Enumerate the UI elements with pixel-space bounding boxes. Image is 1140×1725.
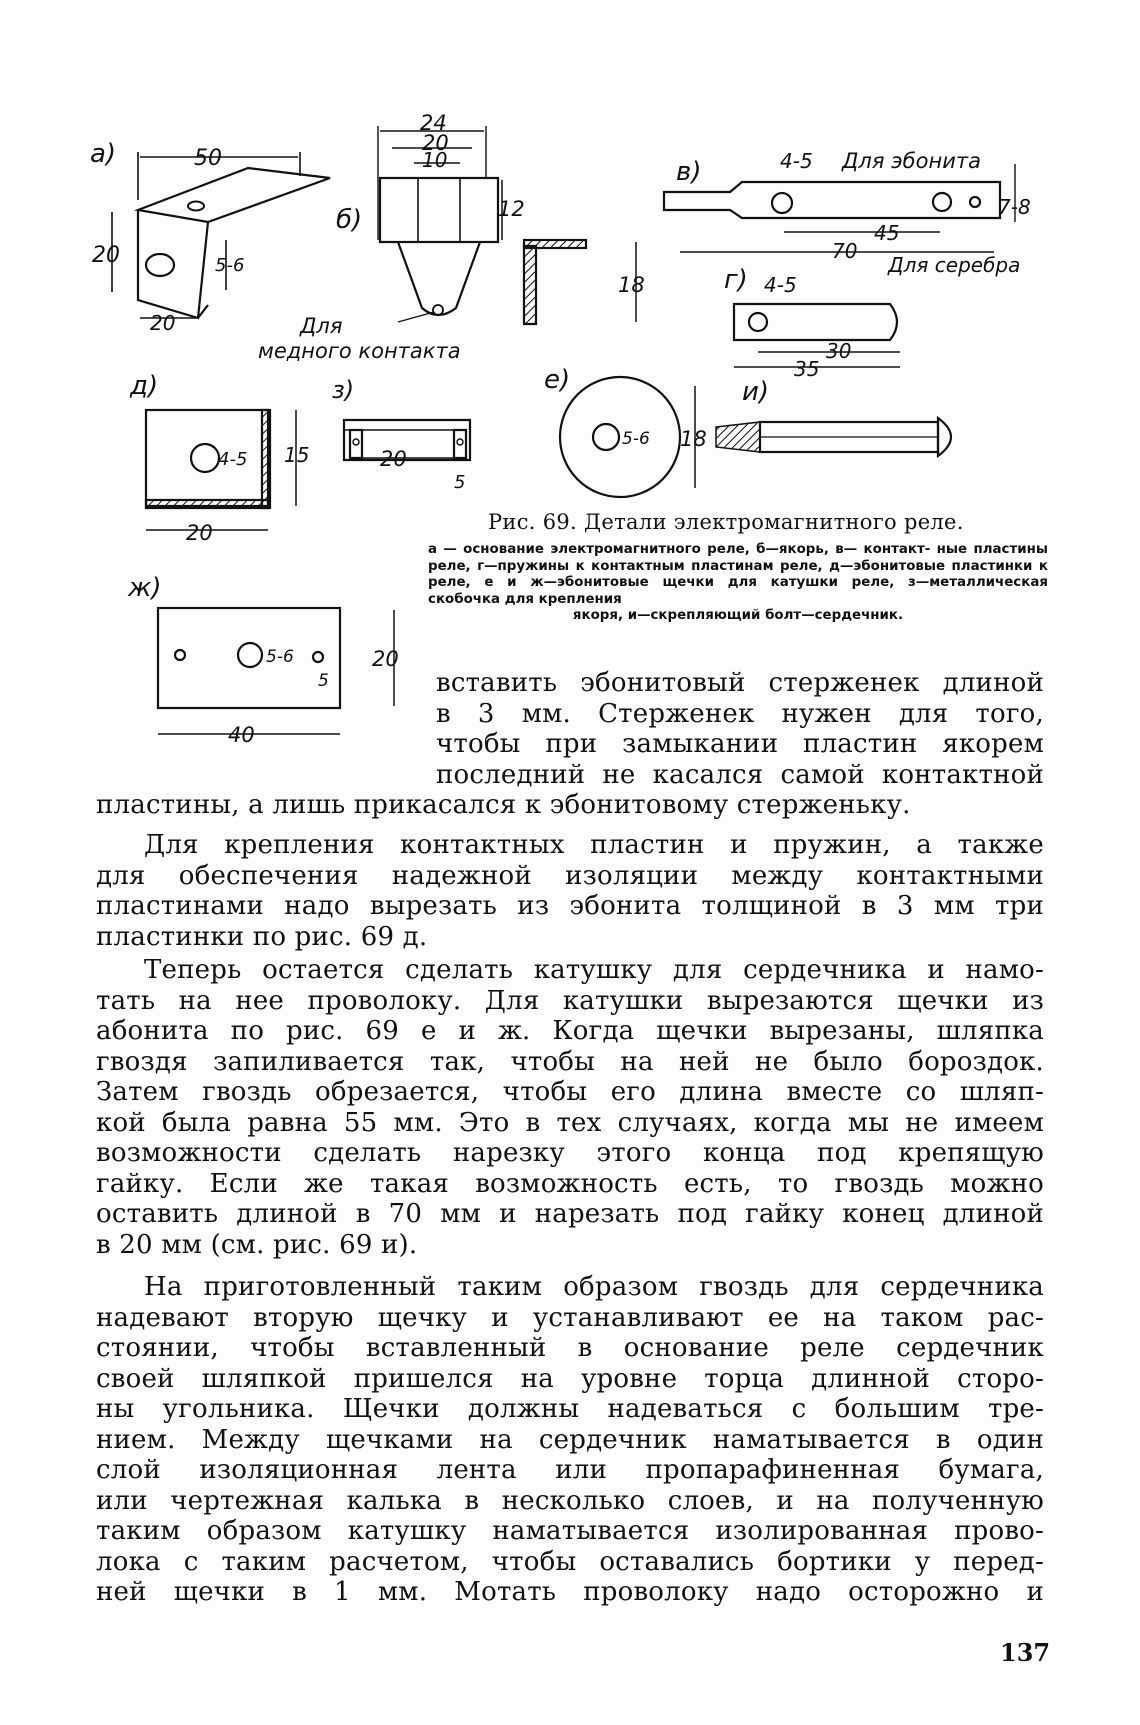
note-v-silver: Для серебра <box>888 253 1021 277</box>
text-line: пластинки по рис. 69 д. <box>96 921 428 952</box>
dim-b-10: 10 <box>422 148 448 172</box>
dim-zh-56: 5-6 <box>266 647 294 667</box>
text-line: пластинами надо вырезать из эбонита толщиной в 3 мм три <box>96 891 1044 921</box>
dim-zh-20: 20 <box>372 647 399 671</box>
figure-caption-title: Рис. 69. Детали электромагнитного реле. <box>488 510 964 534</box>
dim-v-45: 45 <box>874 221 900 245</box>
text-line: ны угольника. Щечки должны надеваться с большим тре- <box>96 1394 1044 1424</box>
paragraph-3 <box>96 955 1044 1260</box>
dim-z-20: 20 <box>380 447 407 471</box>
part-e-cheek <box>544 365 707 497</box>
label-z: з) <box>332 376 355 404</box>
dim-a-50: 50 <box>194 146 222 171</box>
text-line: своей шляпкой пришелся на уровне торца длинной сторо- <box>96 1363 1044 1394</box>
page-number: 137 <box>1000 1638 1051 1667</box>
dim-v-78: 7-8 <box>998 195 1031 219</box>
caption-line: ные пластины реле, г—пружины к контактным пластинам реле, <box>428 542 1048 574</box>
dim-e-18: 18 <box>680 427 707 451</box>
text-line: лока с таким расчетом, чтобы оставались бортики у перед- <box>96 1546 1044 1577</box>
text-line: надевают вторую щечку и устанавливают ее на таком рас- <box>96 1302 1044 1333</box>
part-zh-cheek <box>127 573 399 747</box>
text-line: тать на нее проволоку. Для катушки вырезаются щечки из <box>96 985 1044 1016</box>
part-i-bolt <box>716 377 951 456</box>
note-b-2: медного контакта <box>258 339 461 363</box>
dim-z-5: 5 <box>454 472 466 493</box>
dim-v-70: 70 <box>832 239 858 263</box>
paragraph-1-wrap <box>436 668 1044 790</box>
text-line: пластины, а лишь прикасался к эбонитовому стерженьку. <box>96 790 911 820</box>
paragraph-2 <box>96 830 1044 952</box>
text-line: таким образом катушку наматывается изолированная прово- <box>96 1516 1044 1546</box>
text-line: последний не касался самой контактной <box>436 759 1044 790</box>
part-b-armature <box>258 111 645 363</box>
part-a-base <box>90 139 330 335</box>
figure-69-relay-parts <box>0 0 1140 760</box>
text-line: гайку. Если же такая возможность есть, то гвоздь можно <box>96 1168 1044 1199</box>
caption-line: а — основание электромагнитного реле, б—якорь, в— контакт- <box>428 542 931 557</box>
caption-line: для катушки реле, з—металлическая скобочка для крепления <box>428 575 1048 607</box>
label-e: е) <box>544 365 571 395</box>
text-line: Теперь остается сделать катушку для сердечника и намо- <box>144 955 1044 985</box>
dim-zh-5: 5 <box>318 671 329 691</box>
text-line: или чертежная калька в несколько слоев, и на полученную <box>96 1485 1044 1516</box>
text-line: Затем гвоздь обрезается, чтобы его длина вместе со шляп- <box>96 1077 1044 1107</box>
text-line: оставить длиной в 70 мм и нарезать под гайку конец длиной <box>96 1199 1044 1229</box>
dim-b-24: 24 <box>420 111 447 135</box>
label-i: и) <box>742 377 770 407</box>
dim-g-35: 35 <box>794 357 820 381</box>
label-b: б) <box>336 205 363 235</box>
part-g-spring <box>724 265 900 381</box>
figure-caption-body <box>428 542 1048 625</box>
dim-a-56: 5-6 <box>215 255 245 276</box>
label-g: г) <box>724 265 748 295</box>
text-line: в 20 мм (см. рис. 69 и). <box>96 1229 418 1260</box>
text-line: в 3 мм. Стерженек нужен для того, <box>436 698 1044 729</box>
dim-a-20v: 20 <box>92 243 120 268</box>
text-line: чтобы при замыкании пластин якорем <box>436 729 1044 759</box>
text-line: стоянии, чтобы вставленный в основание реле сердечник <box>96 1333 1044 1363</box>
dim-a-20h: 20 <box>150 311 176 335</box>
text-line: возможности сделать нарезку этого конца под крепящую <box>96 1138 1044 1168</box>
caption-line: якоря, и—скрепляющий болт—сердечник. <box>572 608 904 623</box>
paragraph-4 <box>96 1272 1044 1608</box>
text-line: нием. Между щечками на сердечник наматывается в один <box>96 1424 1044 1455</box>
text-line: гвоздя запиливается так, чтобы на ней не было бороздок. <box>96 1046 1044 1077</box>
dim-e-56: 5-6 <box>622 429 650 449</box>
dim-g-30: 30 <box>826 339 852 363</box>
dim-zh-40: 40 <box>228 723 255 747</box>
label-a: а) <box>90 139 117 169</box>
dim-b-18: 18 <box>618 273 645 297</box>
note-v-ebonit: Для эбонита <box>842 149 981 173</box>
dim-d-45: 4-5 <box>218 449 248 470</box>
note-b-1: Для <box>300 314 343 338</box>
text-line: ней щечки в 1 мм. Мотать проволоку надо осторожно и <box>96 1577 1044 1607</box>
text-line: кой была равна 55 мм. Это в тех случаях, когда мы не имеем <box>96 1107 1044 1138</box>
part-d-ebonite-plate <box>129 371 309 545</box>
caption-line: д—эбонитовые пластинки к реле, е и ж—эбонитовые щечки <box>428 558 1049 590</box>
label-zh: ж) <box>128 573 162 603</box>
dim-d-15: 15 <box>284 443 310 467</box>
text-line: вставить эбонитовый стерженек длиной <box>436 668 1044 698</box>
paragraph-1-end <box>96 790 1044 821</box>
label-d: д) <box>130 371 159 401</box>
text-line: слой изоляционная лента или пропарафиненная бумага, <box>96 1455 1044 1485</box>
dim-v-45a: 4-5 <box>780 149 813 173</box>
dim-d-20: 20 <box>186 521 213 545</box>
part-v-contact-plate <box>664 149 1031 277</box>
part-z-bracket <box>332 376 470 493</box>
text-line: Для крепления контактных пластин и пружин, а также <box>144 830 1044 860</box>
label-v: в) <box>676 157 702 187</box>
text-line: На приготовленный таким образом гвоздь для сердечника <box>144 1272 1044 1302</box>
text-line: абонита по рис. 69 е и ж. Когда щечки вырезаны, шляпка <box>96 1016 1044 1046</box>
dim-b-20: 20 <box>422 131 449 155</box>
dim-b-12: 12 <box>498 197 525 221</box>
text-line: для обеспечения надежной изоляции между контактными <box>96 860 1044 891</box>
dim-g-45: 4-5 <box>764 273 797 297</box>
